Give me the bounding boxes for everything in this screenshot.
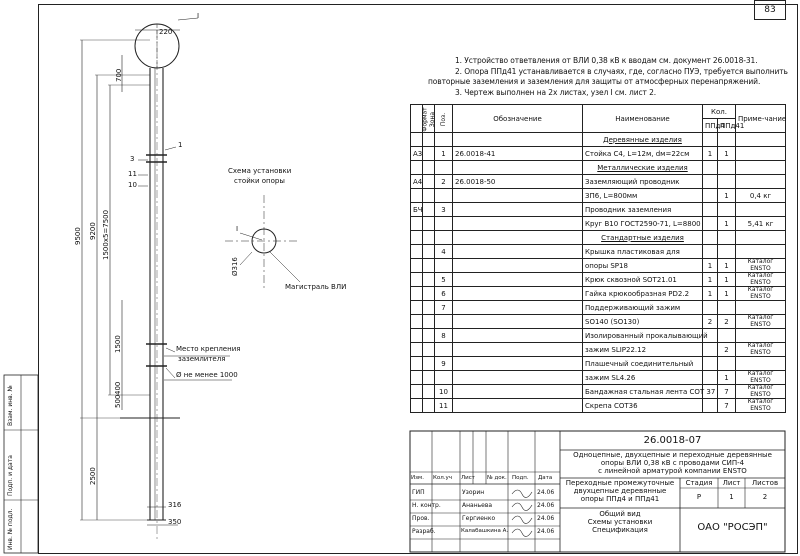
install-scheme-title-1: Схема установки xyxy=(228,167,292,175)
bom-cell-name: Изолированный прокалывающий xyxy=(583,329,703,343)
doc-title-line-3: с линейной арматурой компании ENSTO xyxy=(598,467,747,476)
signer-role: Пров. xyxy=(412,515,430,522)
bom-cell-name: Плашечный соединительный xyxy=(583,357,703,371)
bom-cell-pos: 3 xyxy=(435,203,453,217)
bom-cell-b: 1 xyxy=(718,273,736,287)
organization: ОАО "РОСЭП" xyxy=(697,522,768,533)
bom-cell-pos: 2 xyxy=(435,175,453,189)
col-doc: № док. xyxy=(487,475,507,481)
signer-date: 24.06 xyxy=(537,502,555,509)
bom-cell-a: 2 xyxy=(703,315,718,329)
bom-cell-a: 1 xyxy=(703,287,718,301)
dim-2500: 2500 xyxy=(89,467,97,485)
note-2-cont: повторные заземления и заземления для защиты от атмосферных перенапряжений. xyxy=(428,77,761,86)
signer-name: Ананьева xyxy=(462,502,493,509)
note-2: 2. Опора ППд41 устанавливается в случаях, где, согласно ПУЭ, требуется выполнить xyxy=(455,67,788,76)
bom-cell-pos: 1 xyxy=(435,147,453,161)
bom-cell-format: БЧ xyxy=(411,203,423,217)
leader-label-1: 1 xyxy=(178,141,183,149)
bom-cell-name: SO140 (SO130) xyxy=(583,315,703,329)
page-number: 83 xyxy=(754,0,786,20)
install-scheme-title-2: стойки опоры xyxy=(234,177,285,185)
note-1: 1. Устройство ответвления от ВЛИ 0,38 кВ к вводам см. документ 26.0018-31. xyxy=(455,56,758,65)
signer-role: ГИП xyxy=(412,489,425,496)
sheet-title xyxy=(560,510,680,534)
bom-cell-name: Круг В10 ГОСТ2590-71, L=8800 xyxy=(583,217,703,231)
bom-cell-name: Скрепа СОТ36 xyxy=(583,399,703,413)
col-izm: Изм. xyxy=(411,475,424,481)
sheet-header: Лист xyxy=(722,479,741,487)
signer-name: Калабашкина А. xyxy=(461,528,509,534)
bom-cell-a: 1 xyxy=(703,147,718,161)
dim-1500x5: 1500х5=7500 xyxy=(102,209,110,260)
signature-4 xyxy=(512,529,532,537)
bom-cell-b: 1 xyxy=(718,287,736,301)
bom-cell-b: 2 xyxy=(718,343,736,357)
sheets-value: 2 xyxy=(762,493,768,501)
bom-cell-b: 1 xyxy=(718,259,736,273)
bom-cell-b: 7 xyxy=(718,399,736,413)
bom-section-title: Деревянные изделия xyxy=(583,133,703,147)
signature-2 xyxy=(512,503,532,511)
stage-header: Стадия xyxy=(685,479,713,487)
signer-date: 24.06 xyxy=(537,489,555,496)
dim-500: 500 xyxy=(114,394,122,408)
signer-name: Узорин xyxy=(462,489,485,496)
section-mark: I xyxy=(236,225,239,233)
header-format-label: Формат xyxy=(421,106,429,132)
bom-cell-pos: 10 xyxy=(435,385,453,399)
header-qty: Кол. xyxy=(703,105,736,119)
subtitle-line-3: опоры ППд4 и ППд41 xyxy=(580,495,660,504)
dim-400: 400 xyxy=(114,381,122,395)
bom-cell-des: 26.0018-50 xyxy=(453,175,583,189)
bom-cell-b: 1 xyxy=(718,147,736,161)
header-designation: Обозначение xyxy=(453,105,583,133)
dim-1500-lower: 1500 xyxy=(114,335,122,353)
bom-cell-note: 0,4 кг xyxy=(736,189,786,203)
leader-label-11: 11 xyxy=(128,170,137,178)
bom-cell-name: ЗП6, L=800мм xyxy=(583,189,703,203)
col-list: Лист xyxy=(461,475,475,481)
bom-cell-note: Каталог ENSTO xyxy=(736,371,786,385)
bom-cell-a: 1 xyxy=(703,259,718,273)
bom-cell-name: Проводник заземления xyxy=(583,203,703,217)
bom-cell-note: Каталог ENSTO xyxy=(736,273,786,287)
dim-9200: 9200 xyxy=(89,222,97,240)
bom-cell-note: Каталог ENSTO xyxy=(736,343,786,357)
bom-cell-pos: 5 xyxy=(435,273,453,287)
header-qty-b: ППд41 xyxy=(718,119,736,133)
leader-label-3: 3 xyxy=(130,155,135,163)
doc-title xyxy=(560,451,785,475)
bom-cell-pos: 11 xyxy=(435,399,453,413)
subtitle xyxy=(560,479,680,503)
bom-cell-b: 7 xyxy=(718,385,736,399)
detail-marker: I xyxy=(197,12,200,20)
bom-cell-name: Заземляющий проводник xyxy=(583,175,703,189)
bom-cell-name: зажим SL4.26 xyxy=(583,371,703,385)
bom-cell-note: Каталог ENSTO xyxy=(736,315,786,329)
bom-cell-note: Каталог ENSTO xyxy=(736,287,786,301)
bom-cell-note: Каталог ENSTO xyxy=(736,259,786,273)
dim-350: 350 xyxy=(168,518,182,526)
bom-cell-des: 26.0018-41 xyxy=(453,147,583,161)
bom-cell-format: А4 xyxy=(411,175,423,189)
bom-cell-name: Поддерживающий зажим xyxy=(583,301,703,315)
section-dim: Ø316 xyxy=(231,257,239,276)
subtitle-line-2: двухцепные деревянные xyxy=(573,487,667,496)
bom-cell-a: 1 xyxy=(703,273,718,287)
doc-title-line-1: Одноцепные, двухцепные и переходные деревянные xyxy=(573,451,772,459)
bom-cell-name: Крышка пластиковая для xyxy=(583,245,703,259)
bom-cell-b: 2 xyxy=(718,315,736,329)
mainline-label: Магистраль ВЛИ xyxy=(285,283,347,291)
bom-cell-pos: 6 xyxy=(435,287,453,301)
bom-cell-note: 5,41 кг xyxy=(736,217,786,231)
bom-cell-pos: 8 xyxy=(435,329,453,343)
grounding-label-1: Место крепления xyxy=(176,345,241,353)
dim-9500: 9500 xyxy=(74,227,82,245)
subtitle-line-1: Переходные промежуточные xyxy=(565,479,675,487)
bom-cell-pos: 9 xyxy=(435,357,453,371)
stage-value: Р xyxy=(696,493,702,501)
bom-cell-name: опоры SP18 xyxy=(583,259,703,273)
header-note: Приме-чание xyxy=(736,105,786,133)
grounding-label-2: заземлителя xyxy=(178,355,226,363)
bom-cell-note: Каталог ENSTO xyxy=(736,385,786,399)
bom-cell-name: зажим SLIP22.12 xyxy=(583,343,703,357)
bom-cell-b: 1 xyxy=(718,371,736,385)
dim-top: 220 xyxy=(159,28,173,36)
sheet-title-line-3: Спецификация xyxy=(592,526,648,535)
header-pos-label: Поз. xyxy=(440,112,448,126)
header-zone-label: Зона xyxy=(429,111,437,127)
sheet-title-line-2: Схемы установки xyxy=(587,518,653,527)
bom-section-title: Стандартные изделия xyxy=(583,231,703,245)
bom-cell-pos: 4 xyxy=(435,245,453,259)
signature-1 xyxy=(512,490,532,498)
side-stamp-replace-inv: Взам. инв. № xyxy=(7,385,14,426)
bom-cell-pos: 7 xyxy=(435,301,453,315)
signer-date: 24.06 xyxy=(537,515,555,522)
bom-cell-name: Крюк сквозной SOT21.01 xyxy=(583,273,703,287)
note-3: 3. Чертеж выполнен на 2х листах, узел I см. лист 2. xyxy=(455,88,657,97)
leader-label-10: 10 xyxy=(128,181,137,189)
sheets-header: Листов xyxy=(751,479,779,487)
bom-section-title: Металлические изделия xyxy=(583,161,703,175)
sheet-title-line-1: Общий вид xyxy=(599,510,641,518)
signer-name: Гергиенко xyxy=(462,515,496,522)
col-date: Дата xyxy=(538,475,553,481)
bom-cell-note: Каталог ENSTO xyxy=(736,399,786,413)
header-qty-a: ППд4 xyxy=(703,119,718,133)
side-stamp-sign-date: Подп. и дата xyxy=(7,455,14,496)
doc-code: 26.0018-07 xyxy=(643,435,702,446)
bom-cell-b: 1 xyxy=(718,189,736,203)
side-stamp-inv-no: Инв. № подл. xyxy=(7,508,14,550)
bom-cell-format: А3 xyxy=(411,147,423,161)
signature-3 xyxy=(512,516,532,524)
bom-cell-name: Стойка С4, L=12м, dм=22см xyxy=(583,147,703,161)
doc-title-line-2: опоры ВЛИ 0,38 кВ с проводами СИП-4 xyxy=(600,459,745,468)
dim-316: 316 xyxy=(168,501,182,509)
bom-cell-name: Гайка крюкообразная PD2.2 xyxy=(583,287,703,301)
col-sign: Подп. xyxy=(512,475,529,481)
header-name: Наименование xyxy=(583,105,703,133)
signer-role: Разраб. xyxy=(412,528,436,535)
bom-cell-b: 1 xyxy=(718,217,736,231)
signer-date: 24.06 xyxy=(537,528,555,535)
sheet-value: 1 xyxy=(729,493,734,501)
dim-700: 700 xyxy=(115,68,123,82)
signer-role: Н. контр. xyxy=(412,502,441,509)
bom-cell-name: Бандажная стальная лента СОТ 37 xyxy=(583,385,703,399)
col-kol: Кол.уч xyxy=(433,475,453,481)
min-depth-label: Ø не менее 1000 xyxy=(176,371,238,379)
